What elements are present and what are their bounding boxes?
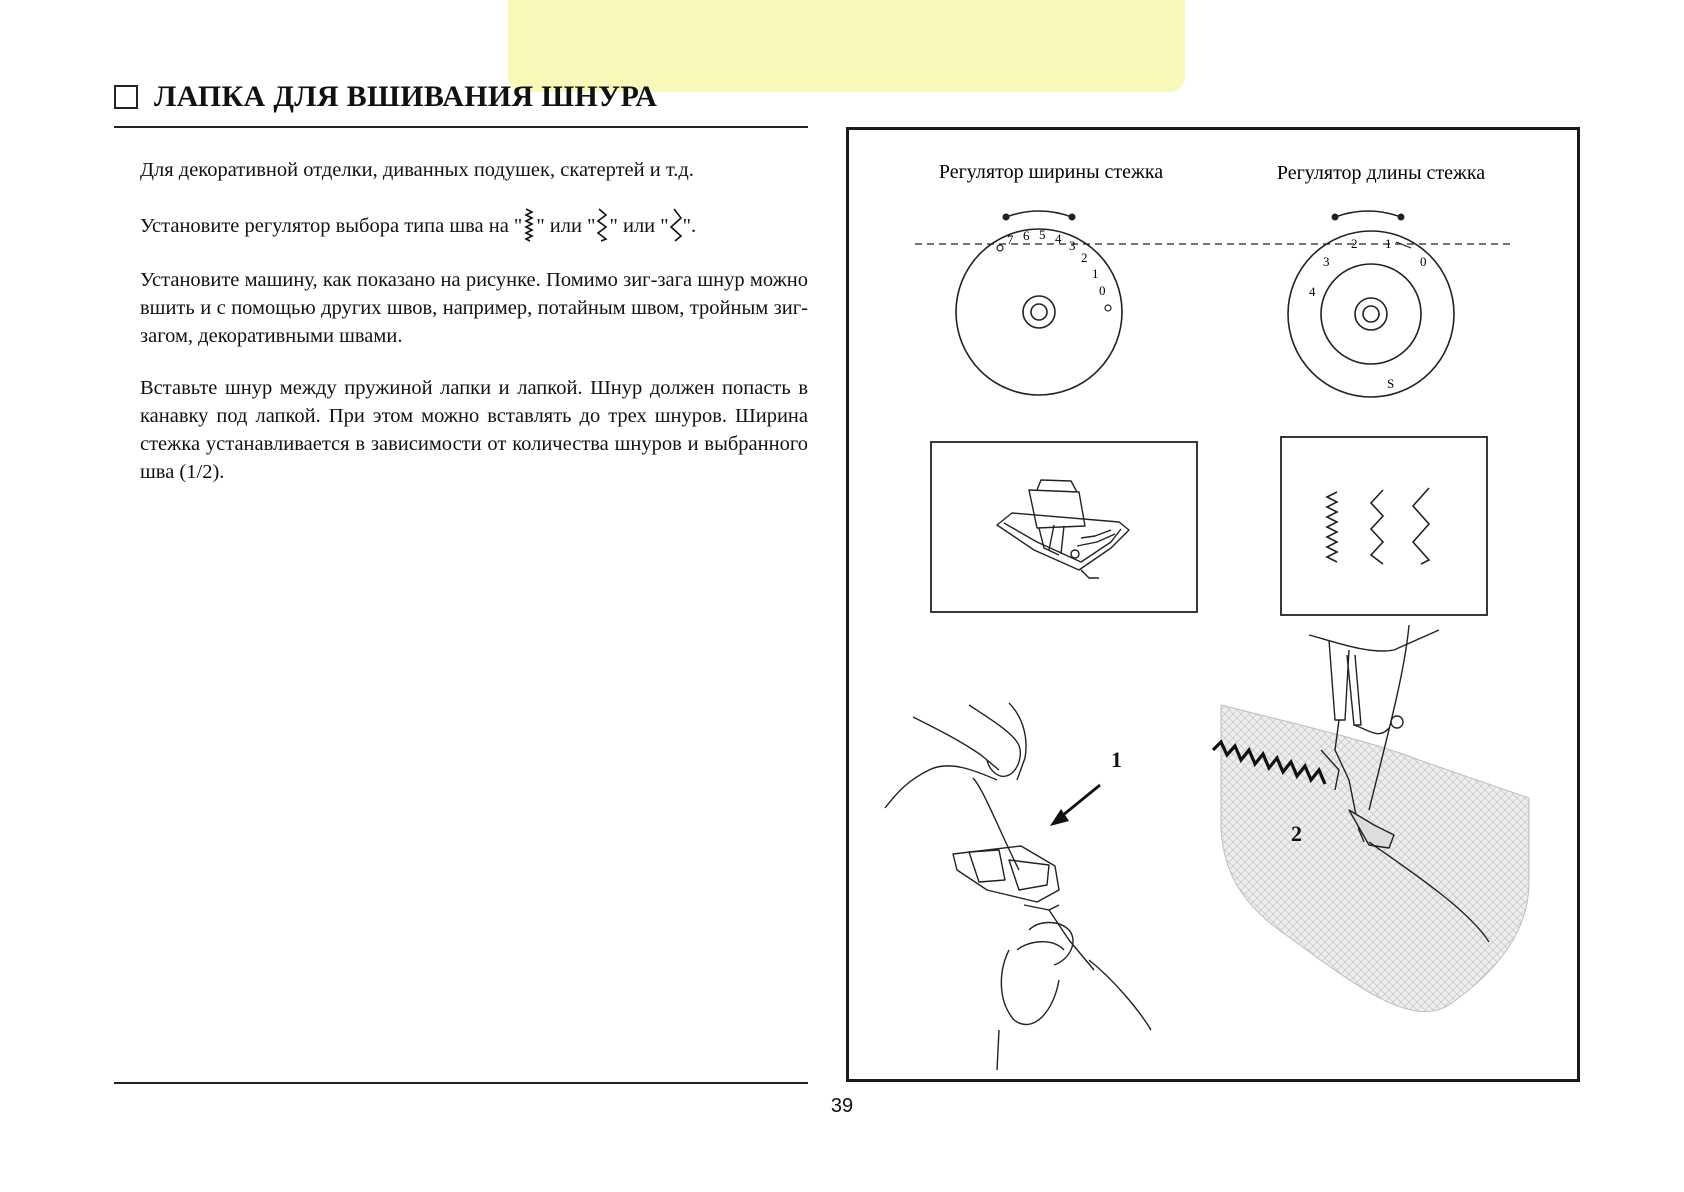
width-dial-stop-icon [1105,305,1111,311]
stitch-pattern-frame [1281,437,1487,615]
width-dial-dot-left [1003,214,1010,221]
top-divider [114,126,808,128]
paragraph-usage: Для декоративной отделки, диванных подушек, скатертей и т.д. [140,159,694,181]
paragraph-stitch-select: Установите регулятор выбора типа шва на " " или " " или " ". [140,208,808,242]
checkbox-icon [114,85,138,109]
width-mark-5: 5 [1039,227,1046,242]
length-dial-fine-scale-icon [1396,242,1411,248]
width-dial-dot-right [1069,214,1076,221]
illustration-canvas [849,130,1577,1079]
width-dial-hub-inner [1031,304,1047,320]
section-heading [114,80,657,114]
width-mark-7: 7 [1007,232,1014,247]
stitch-zigzag-dense-icon [522,208,536,242]
cording-foot-icon [997,480,1129,578]
width-dial-pointer-icon [997,245,1003,251]
length-dial-ring [1321,264,1421,364]
width-dial-face [956,229,1122,395]
length-mark-s: S [1387,376,1395,391]
paragraph-insert-cord: Вставьте шнур между пружиной лапки и лапкой. Шнур должен попасть в канавку под лапкой. При этом можно вставлять до трех шнуров. Ширина стежка устанавливается в зависимости от количества шнуров и выбранного шва (1/2). [140,377,808,483]
length-dial-arc [1335,211,1401,217]
width-mark-3: 3 [1069,238,1076,253]
callout-arrow-1 [1050,747,1122,826]
length-mark-3: 3 [1323,254,1330,269]
width-dial-hub-outer [1023,296,1055,328]
length-mark-2: 2 [1351,236,1358,251]
length-dial-dot-left [1332,214,1339,221]
length-dial-hub-inner [1363,306,1379,322]
length-dial-hub-outer [1355,298,1387,330]
width-dial-label: Регулятор ширины стежка [938,161,1164,183]
illustration-panel [846,127,1580,1082]
page-title: ЛАПКА ДЛЯ ВШИВАНИЯ ШНУРА [154,80,658,113]
stitch-zigzag-wide-icon [669,208,683,242]
width-dial-arc [1006,211,1072,217]
header-tab-highlight [508,0,1185,92]
callout-2-label: 2 [1291,821,1302,846]
length-mark-0: 0 [1420,254,1427,269]
instruction-text [140,156,808,510]
sewing-machine-illustration [1213,625,1529,1012]
width-mark-2: 2 [1081,250,1088,265]
bottom-divider [114,1082,808,1084]
stitch-zigzag-medium-icon [595,208,609,242]
width-mark-4: 4 [1055,231,1062,246]
length-mark-4: 4 [1309,284,1316,299]
length-dial-label: Регулятор длины стежка [1276,162,1486,184]
callout-1-label: 1 [1111,747,1122,772]
page-number: 39 [830,1095,854,1117]
width-mark-6: 6 [1023,228,1030,243]
paragraph-setup: Установите машину, как показано на рисунке. Помимо зиг-зага шнур можно вшить и с помощью других швов, например, потайным швом, тройным зиг-загом, декоративными швами. [140,269,808,347]
width-mark-1: 1 [1092,266,1099,281]
length-dial-dot-right [1398,214,1405,221]
width-dial [956,211,1122,395]
width-mark-0: 0 [1099,283,1106,298]
stitch-patterns-icon [1327,488,1429,564]
length-dial-face [1288,231,1454,397]
length-dial [1288,211,1454,397]
length-mark-1: 1 [1385,236,1392,251]
